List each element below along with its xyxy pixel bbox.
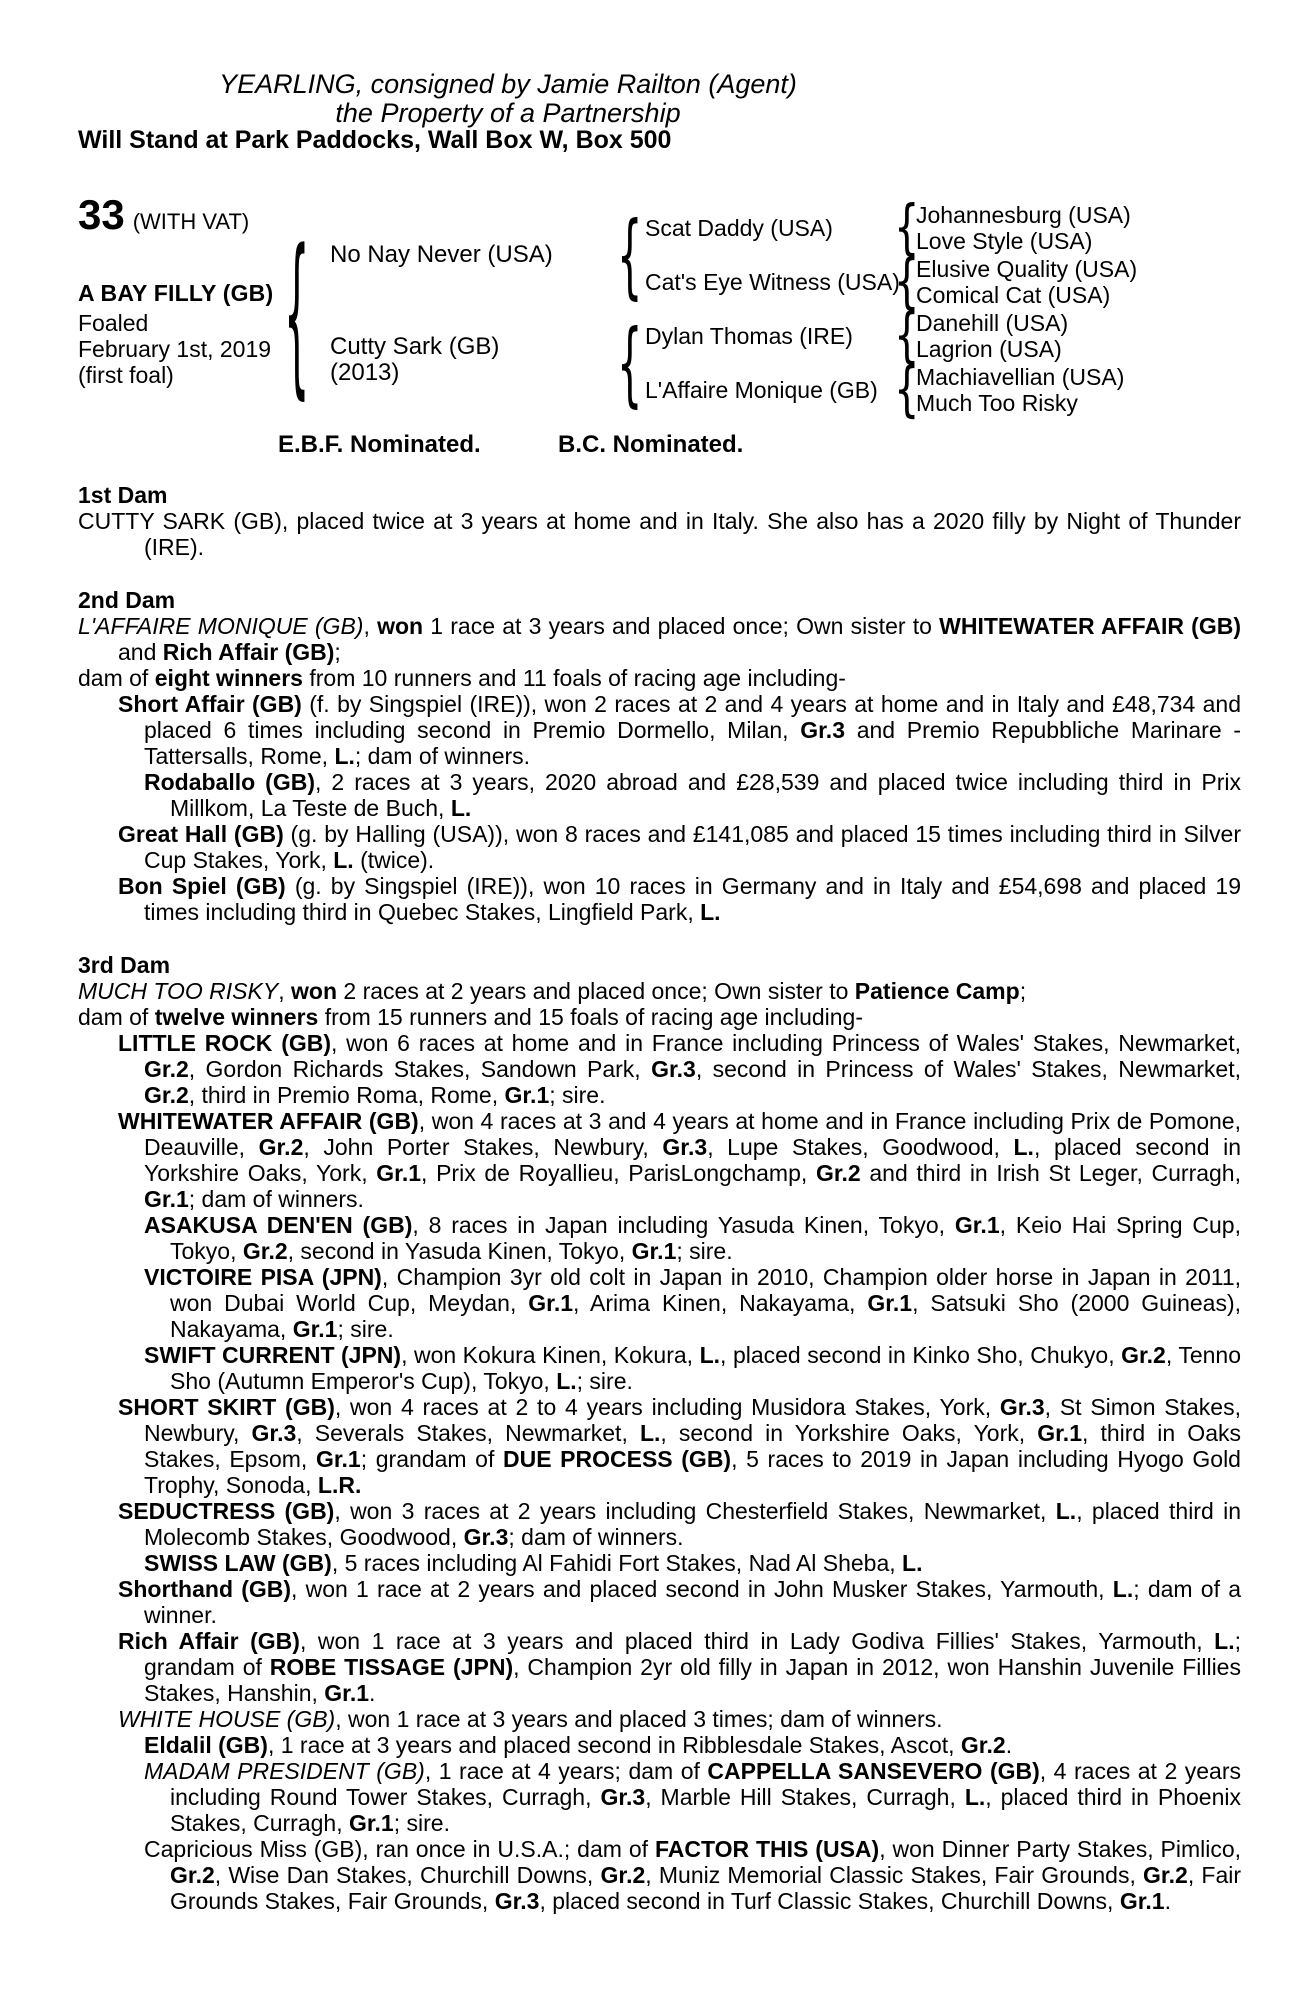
pedigree-brace: { xyxy=(894,247,920,317)
gen3-name: Johannesburg (USA) xyxy=(916,202,1131,228)
produce-paragraph: VICTOIRE PISA (JPN), Champion 3yr old colt in Japan in 2010, Champion older horse in Japan in 2011, won Dubai World Cup, Meydan, Gr.1, Arima Kinen, Nakayama, Gr.1, Satsuki Sho (2000 Guineas), Nakayama, Gr.1; sire. xyxy=(144,1264,1242,1342)
property-line: the Property of a Partnership xyxy=(335,98,681,128)
pedigree-brace: { xyxy=(284,216,310,418)
consignor-line: YEARLING, consigned by Jamie Railton (Agent) xyxy=(219,69,797,99)
produce-paragraph: MADAM PRESIDENT (GB), 1 race at 4 years; dam of CAPPELLA SANSEVERO (GB), 4 races at 2 years including Round Tower Stakes, Curragh, Gr.3, Marble Hill Stakes, Curragh, L., placed third in Phoenix Stakes, Curragh, Gr.1; sire. xyxy=(144,1758,1241,1836)
produce-paragraph: Great Hall (GB) (g. by Halling (USA)), won 8 races and £141,085 and placed 15 times including third in Silver Cup Stakes, York, L. (twice). xyxy=(118,821,1241,873)
dam-section-heading: 3rd Dam xyxy=(78,952,171,978)
pedigree-brace: { xyxy=(894,193,920,263)
produce-paragraph: WHITE HOUSE (GB), won 1 race at 3 years and placed 3 times; dam of winners. xyxy=(118,1706,943,1732)
produce-paragraph: MUCH TOO RISKY, won 2 races at 2 years and placed once; Own sister to Patience Camp; xyxy=(78,978,1027,1004)
bc-nominated: B.C. Nominated. xyxy=(558,431,744,458)
pedigree-brace: { xyxy=(617,204,643,310)
pedigree-details xyxy=(78,482,1241,1914)
gen3-name: Elusive Quality (USA) xyxy=(916,256,1138,282)
sire-name: No Nay Never (USA) xyxy=(330,241,553,268)
dam-section-heading: 2nd Dam xyxy=(78,587,176,613)
produce-paragraph: ASAKUSA DEN'EN (GB), 8 races in Japan including Yasuda Kinen, Tokyo, Gr.1, Keio Hai Spring Cup, Tokyo, Gr.2, second in Yasuda Kinen, Tokyo, Gr.1; sire. xyxy=(144,1212,1241,1264)
foal-note: (first foal) xyxy=(78,362,174,388)
gen3-name: Machiavellian (USA) xyxy=(916,364,1125,390)
horse-name: A BAY FILLY (GB) xyxy=(78,280,274,306)
produce-paragraph: WHITEWATER AFFAIR (GB), won 4 races at 3 and 4 years at home and in France including Prix de Pomone, Deauville, Gr.2, John Porter Stakes, Newbury, Gr.3, Lupe Stakes, Goodwood, L., placed second in Yorkshire Oaks, York, Gr.1, Prix de Royallieu, ParisLongchamp, Gr.2 and third in Irish St Leger, Curragh, Gr.1; dam of winners. xyxy=(118,1108,1241,1212)
gen2-name: Cat's Eye Witness (USA) xyxy=(645,269,900,295)
produce-paragraph: dam of twelve winners from 15 runners and 15 foals of racing age including- xyxy=(78,1004,863,1030)
lot-number: 33 xyxy=(78,191,125,238)
dam-section xyxy=(78,952,1241,1914)
produce-paragraph: CUTTY SARK (GB), placed twice at 3 years at home and in Italy. She also has a 2020 filly by Night of Thunder (IRE). xyxy=(78,508,1241,560)
dam-section xyxy=(78,587,1241,925)
dam-section-heading: 1st Dam xyxy=(78,482,168,508)
produce-paragraph: Shorthand (GB), won 1 race at 2 years and placed second in John Musker Stakes, Yarmouth, L.; dam of a winner. xyxy=(118,1576,1241,1628)
dam-name: Cutty Sark (GB) xyxy=(330,333,500,360)
gen2-name: Dylan Thomas (IRE) xyxy=(645,323,853,349)
ebf-nominated: E.B.F. Nominated. xyxy=(278,431,481,458)
stand-location: Will Stand at Park Paddocks, Wall Box W, Box 500 xyxy=(78,126,672,154)
produce-paragraph: SWISS LAW (GB), 5 races including Al Fahidi Fort Stakes, Nad Al Sheba, L. xyxy=(144,1550,923,1576)
produce-paragraph: SEDUCTRESS (GB), won 3 races at 2 years including Chesterfield Stakes, Newmarket, L., placed third in Molecomb Stakes, Goodwood, Gr.3; dam of winners. xyxy=(118,1498,1241,1550)
produce-paragraph: LITTLE ROCK (GB), won 6 races at home and in France including Princess of Wales' Stakes, Newmarket, Gr.2, Gordon Richards Stakes, Sandown Park, Gr.3, second in Princess of Wales' Stakes, Newmarket, Gr.2, third in Premio Roma, Rome, Gr.1; sire. xyxy=(118,1030,1241,1108)
gen2-name: L'Affaire Monique (GB) xyxy=(645,377,878,403)
gen3-name: Danehill (USA) xyxy=(916,310,1069,336)
produce-paragraph: Eldalil (GB), 1 race at 3 years and placed second in Ribblesdale Stakes, Ascot, Gr.2. xyxy=(144,1732,1013,1758)
foaled-date: February 1st, 2019 xyxy=(78,336,272,362)
produce-paragraph: L'AFFAIRE MONIQUE (GB), won 1 race at 3 years and placed once; Own sister to WHITEWATER AFFAIR (GB) and Rich Affair (GB); xyxy=(78,613,1241,665)
produce-paragraph: Rodaballo (GB), 2 races at 3 years, 2020 abroad and £28,539 and placed twice including third in Prix Millkom, La Teste de Buch, L. xyxy=(144,769,1241,821)
produce-paragraph: Capricious Miss (GB), ran once in U.S.A.; dam of FACTOR THIS (USA), won Dinner Party Stakes, Pimlico, Gr.2, Wise Dan Stakes, Churchill Downs, Gr.2, Muniz Memorial Classic Stakes, Fair Grounds, Gr.2, Fair Grounds Stakes, Fair Grounds, Gr.3, placed second in Turf Classic Stakes, Churchill Downs, Gr.1. xyxy=(144,1836,1242,1914)
produce-paragraph: dam of eight winners from 10 runners and 11 foals of racing age including- xyxy=(78,665,846,691)
produce-paragraph: Bon Spiel (GB) (g. by Singspiel (IRE)), won 10 races in Germany and in Italy and £54,698 and placed 19 times including third in Quebec Stakes, Lingfield Park, L. xyxy=(118,873,1241,925)
produce-paragraph: Rich Affair (GB), won 1 race at 3 years and placed third in Lady Godiva Fillies' Stakes, Yarmouth, L.; grandam of ROBE TISSAGE (JPN), Champion 2yr old filly in Japan in 2012, won Hanshin Juvenile Fillies Stakes, Hanshin, Gr.1. xyxy=(118,1628,1241,1706)
produce-paragraph: Short Affair (GB) (f. by Singspiel (IRE)), won 2 races at 2 and 4 years at home and in Italy and £48,734 and placed 6 times including second in Premio Dormello, Milan, Gr.3 and Premio Repubbliche Marinare -Tattersalls, Rome, L.; dam of winners. xyxy=(118,691,1242,769)
produce-paragraph: SWIFT CURRENT (JPN), won Kokura Kinen, Kokura, L., placed second in Kinko Sho, Chukyo, Gr.2, Tenno Sho (Autumn Emperor's Cup), Tokyo, L.; sire. xyxy=(144,1342,1242,1394)
dam-section xyxy=(78,482,1241,560)
gen3-name: Lagrion (USA) xyxy=(916,336,1062,362)
vat-note: (WITH VAT) xyxy=(132,209,250,234)
gen3-name: Much Too Risky xyxy=(916,390,1078,416)
gen3-name: Love Style (USA) xyxy=(916,228,1093,254)
pedigree-brace: { xyxy=(894,355,920,425)
foaled-label: Foaled xyxy=(78,310,149,336)
dam-year: (2013) xyxy=(330,359,400,386)
lot-number-line xyxy=(78,192,249,245)
gen2-name: Scat Daddy (USA) xyxy=(645,215,833,241)
pedigree-brace: { xyxy=(617,312,643,418)
pedigree-brace: { xyxy=(894,301,920,371)
produce-paragraph: SHORT SKIRT (GB), won 4 races at 2 to 4 years including Musidora Stakes, York, Gr.3, St Simon Stakes, Newbury, Gr.3, Severals Stakes, Newmarket, L., second in Yorkshire Oaks, York, Gr.1, third in Oaks Stakes, Epsom, Gr.1; grandam of DUE PROCESS (GB), 5 races to 2019 in Japan including Hyogo Gold Trophy, Sonoda, L.R. xyxy=(118,1394,1241,1498)
gen3-name: Comical Cat (USA) xyxy=(916,282,1111,308)
